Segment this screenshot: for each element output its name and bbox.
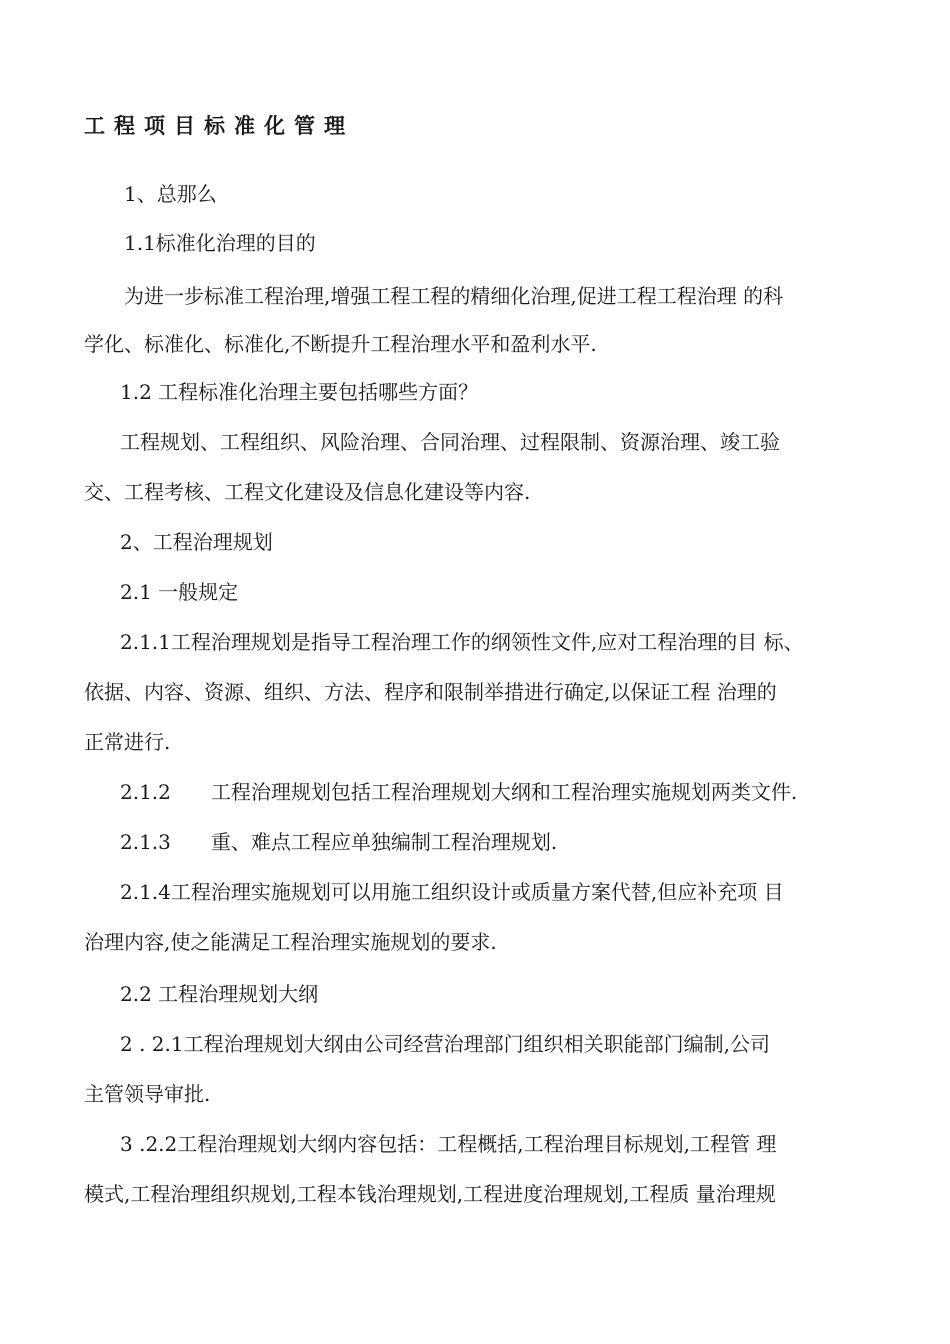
subsection-heading: 2.2 工程治理规划大纲 — [120, 982, 319, 1006]
paragraph-line: 主管领导审批. — [84, 1082, 211, 1106]
subsection-heading: 1.2 工程标准化治理主要包括哪些方面？ — [120, 380, 479, 404]
paragraph-line: 正常进行. — [84, 730, 171, 754]
section-heading: 2、工程治理规划 — [120, 530, 273, 554]
paragraph-line: 2.1.2 工程治理规划包括工程治理规划大纲和工程治理实施规划两类文件. — [120, 780, 798, 804]
section-heading: 1、总那么 — [124, 182, 217, 206]
paragraph-line: 2.1.3 重、难点工程应单独编制工程治理规划. — [120, 830, 558, 854]
paragraph-line: 学化、标准化、标准化,不断提升工程治理水平和盈利水平. — [84, 332, 597, 356]
paragraph-line: 2 . 2.1工程治理规划大纲由公司经营治理部门组织相关职能部门编制,公司 — [120, 1032, 770, 1056]
subsection-heading: 2.1 一般规定 — [120, 580, 239, 604]
paragraph-line: 模式,工程治理组织规划,工程本钱治理规划,工程进度治理规划,工程质 量治理规 — [84, 1182, 776, 1206]
paragraph-line: 依据、内容、资源、组织、方法、程序和限制举措进行确定,以保证工程 治理的 — [84, 680, 777, 704]
paragraph-line: 3 .2.2工程治理规划大纲内容包括：工程概括,工程治理目标规划,工程管 理 — [120, 1132, 777, 1156]
paragraph-line: 治理内容,使之能满足工程治理实施规划的要求. — [84, 930, 497, 954]
subsection-heading: 1.1标准化治理的目的 — [124, 231, 316, 255]
document-title: 工程项目标准化管理 — [84, 114, 354, 138]
paragraph-line: 2.1.1工程治理规划是指导工程治理工作的纲领性文件,应对工程治理的目 标、 — [120, 630, 804, 654]
paragraph-line: 为进一步标准工程治理,增强工程工程的精细化治理,促进工程工程治理 的科 — [124, 284, 784, 308]
paragraph-line: 2.1.4工程治理实施规划可以用施工组织设计或质量方案代替,但应补充项 目 — [120, 880, 784, 904]
paragraph-line: 交、工程考核、工程文化建设及信息化建设等内容. — [84, 480, 531, 504]
paragraph-line: 工程规划、工程组织、风险治理、合同治理、过程限制、资源治理、竣工验 — [120, 430, 780, 454]
